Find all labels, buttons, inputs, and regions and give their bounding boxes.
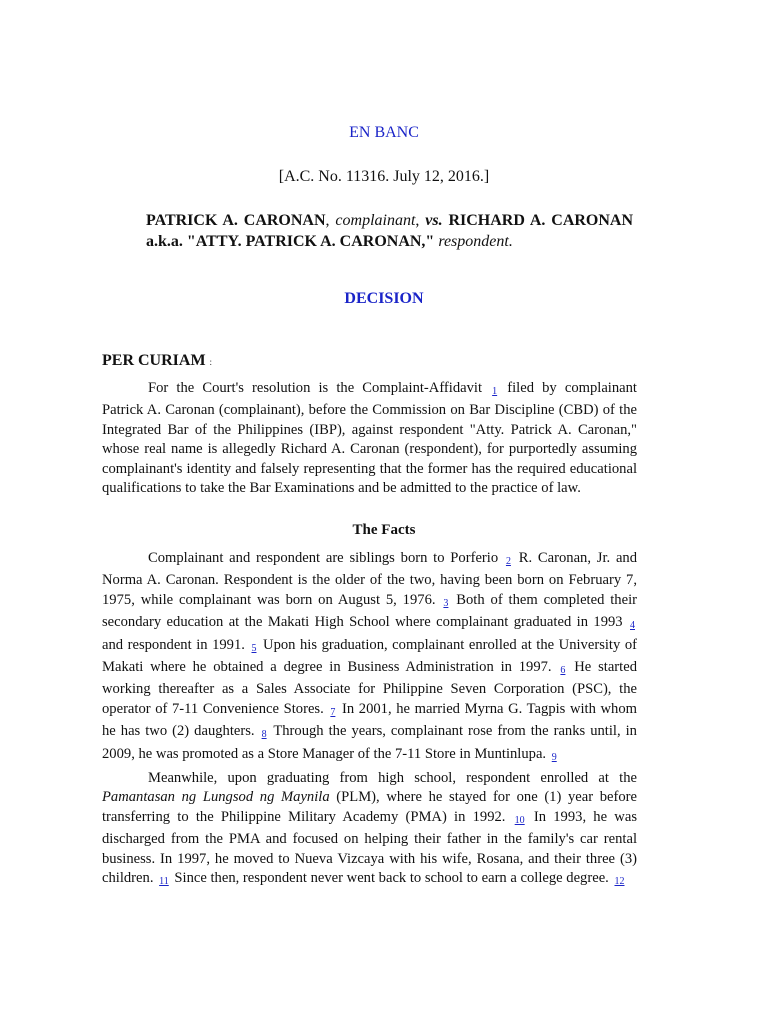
paragraph-text: and respondent in 1991. xyxy=(102,636,245,653)
footnote-link-1[interactable]: 1 xyxy=(492,386,498,397)
footnote-link-5[interactable]: 5 xyxy=(251,642,257,654)
paragraph-text: Complainant and respondent are siblings born to Porferio xyxy=(148,550,499,566)
case-number: [A.C. No. 11316. July 12, 2016.] xyxy=(278,168,490,185)
paragraph-respondent-background xyxy=(102,769,637,891)
footnote-link-7[interactable]: 7 xyxy=(330,706,336,718)
footnote-link-9[interactable]: 9 xyxy=(551,751,557,763)
footnote-link-12[interactable]: 12 xyxy=(614,876,625,888)
paragraph-text: R. Caronan, Jr. and Norma A. Caronan. Respondent is the older of the two, having been born on February 7, 1975, while complainant was born on August 5, 1976. xyxy=(102,550,638,608)
paragraph-text: Upon his graduation, complainant enrolled at the University of Makati where he obtained a degree in Business Administration in 1997. xyxy=(102,636,637,676)
paragraph-complainant-background xyxy=(102,549,637,767)
footnote-link-10[interactable]: 10 xyxy=(514,814,525,826)
versus-label: vs. xyxy=(425,212,443,229)
footnote-link-8[interactable]: 8 xyxy=(261,729,267,741)
paragraph-text: For the Court's resolution is the Complaint-Affidavit xyxy=(148,380,483,396)
complainant-name: PATRICK A. CARONAN xyxy=(146,212,326,229)
paragraph-text: In 2001, he married Myrna G. Tagpis with whom he has two (2) daughters. xyxy=(102,700,637,740)
footnote-link-2[interactable]: 2 xyxy=(505,556,511,567)
footnote-link-6[interactable]: 6 xyxy=(560,665,566,677)
per-curiam-label xyxy=(102,352,212,370)
paragraph-text: He started working thereafter as a Sales Associate for Philippine Seven Corporation (PSC), the operator of 7-11 Convenience Stores. xyxy=(102,659,637,717)
paragraph-text: In 1993, he was discharged from the PMA and focused on helping their father in the family's car rental business. In 1997, he moved to Nueva Vizcaya with his wife, Rosana, and their three (3) children. xyxy=(102,808,637,887)
facts-heading: The Facts xyxy=(352,522,416,538)
paragraph-text: Both of them completed their secondary education at the Makati High School where complainant graduated in 1993 xyxy=(102,591,638,631)
decision-heading: DECISION xyxy=(344,290,424,307)
paragraph-text: (PLM), where he stayed for one (1) year before transferring to the Philippine Military Academy (PMA) in 1992. xyxy=(102,789,637,825)
paragraph-text: Since then, respondent never went back to school to earn a college degree. xyxy=(174,870,609,887)
per-curiam-mark: : xyxy=(209,357,213,367)
complainant-role: complainant xyxy=(335,212,416,229)
footnote-link-11[interactable]: 11 xyxy=(159,876,169,888)
court-division-heading: EN BANC xyxy=(349,124,419,141)
paragraph-text: filed by complainant Patrick A. Caronan (complainant), before the Commission on Bar Discipline (CBD) of the Integrated Bar of the Philippines (IBP), against respondent "Atty. Patrick A. Caronan," whose real name is allegedly Richard A. Caronan (respondent), for purportedly assuming complainant's identity and falsely representing that the former has the required educational qualifications to take the Bar Examinations and be admitted to the practice of law. xyxy=(102,380,637,497)
footnote-link-3[interactable]: 3 xyxy=(443,597,449,609)
respondent-name: RICHARD A. CARONAN a.k.a. "ATTY. PATRICK A. CARONAN," xyxy=(146,212,634,250)
plm-name: Pamantasan ng Lungsod ng Maynila xyxy=(102,789,330,806)
paragraph-text: Through the years, complainant rose from the ranks until, in 2009, he was promoted as a Store Manager of the 7-11 Store in Muntinlupa. xyxy=(102,723,637,762)
paragraph-complaint xyxy=(102,379,637,498)
footnote-link-4[interactable]: 4 xyxy=(630,620,635,632)
per-curiam-text: PER CURIAM xyxy=(102,352,206,369)
respondent-role: respondent. xyxy=(438,233,513,250)
case-parties: PATRICK A. CARONAN, complainant, vs. RICHARD A. CARONAN a.k.a. "ATTY. PATRICK A. CARONAN," respondent. xyxy=(146,212,634,250)
paragraph-text: Meanwhile, upon graduating from high school, respondent enrolled at the xyxy=(148,770,637,786)
